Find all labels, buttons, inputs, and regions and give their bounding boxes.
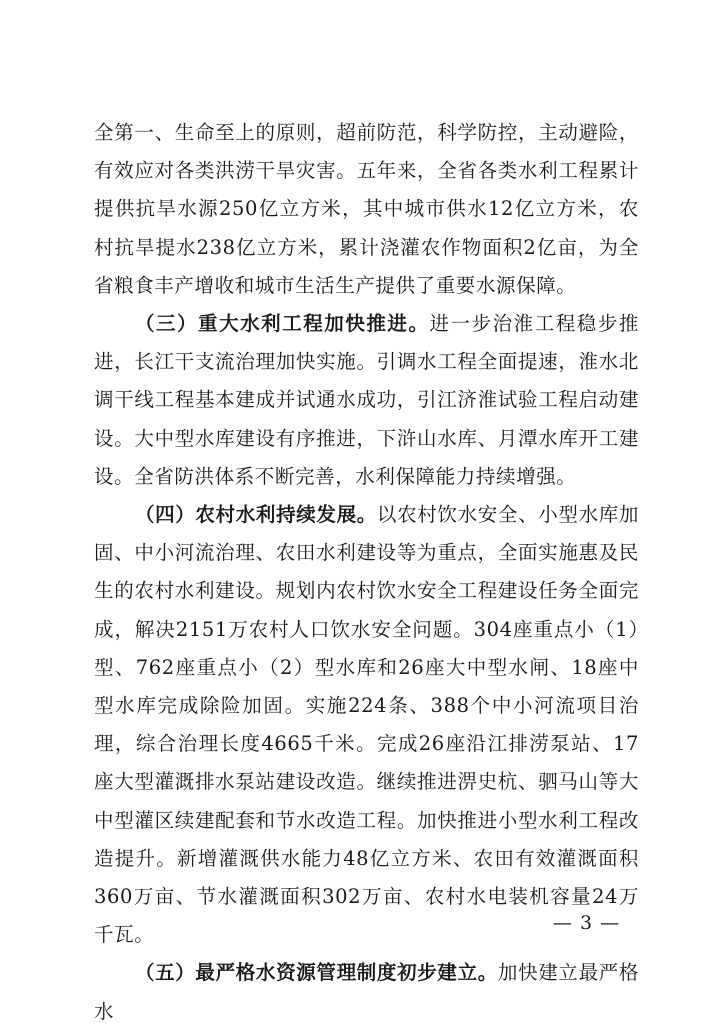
paragraph-text: 加快建立最严格水: [94, 961, 639, 1023]
paragraph-heading: （五）最严格水资源管理制度初步建立。: [134, 961, 498, 985]
paragraph-water-management: [94, 954, 639, 1030]
page-number: — 3 —: [553, 912, 621, 934]
paragraph-rural-water: [94, 496, 639, 954]
paragraph-text: 全第一、生命至上的原则，超前防范，科学防控，主动避险，有效应对各类洪涝干旱灾害。五年来，全省各类水利工程累计提供抗旱水源250亿立方米，其中城市供水12亿立方米，农村抗旱提水238亿立方米，累计浇灌农作物面积2亿亩，为全省粮食丰产增收和城市生活生产提供了重要水源保障。: [94, 121, 639, 297]
paragraph-major-projects: [94, 305, 639, 496]
paragraph-heading: （四）农村水利持续发展。: [134, 503, 377, 527]
document-body: [94, 114, 639, 1031]
paragraph-text: 以农村饮水安全、小型水库加固、中小河流治理、农田水利建设等为重点，全面实施惠及民生的农村水利建设。规划内农村饮水安全工程建设任务全面完成，解决2151万农村人口饮水安全问题。304座重点小（1）型、762座重点小（2）型水库和26座大中型水闸、18座中型水库完成除险加固。实施224条、388个中小河流项目治理，综合治理长度4665千米。完成26座沿江排涝泵站、17座大型灌溉排水泵站建设改造。继续推进淠史杭、驷马山等大中型灌区续建配套和节水改造工程。加快推进小型水利工程改造提升。新增灌溉供水能力48亿立方米、农田有效灌溉面积360万亩、节水灌溉面积302万亩、农村水电装机容量24万千瓦。: [94, 503, 639, 947]
paragraph-heading: （三）重大水利工程加快推进。: [134, 312, 430, 336]
paragraph-continuation: [94, 114, 639, 305]
paragraph-text: 进一步治淮工程稳步推进，长江干支流治理加快实施。引调水工程全面提速，淮水北调干线工程基本建成并试通水成功，引江济淮试验工程启动建设。大中型水库建设有序推进，下浒山水库、月潭水库开工建设。全省防洪体系不断完善，水利保障能力持续增强。: [94, 312, 639, 488]
